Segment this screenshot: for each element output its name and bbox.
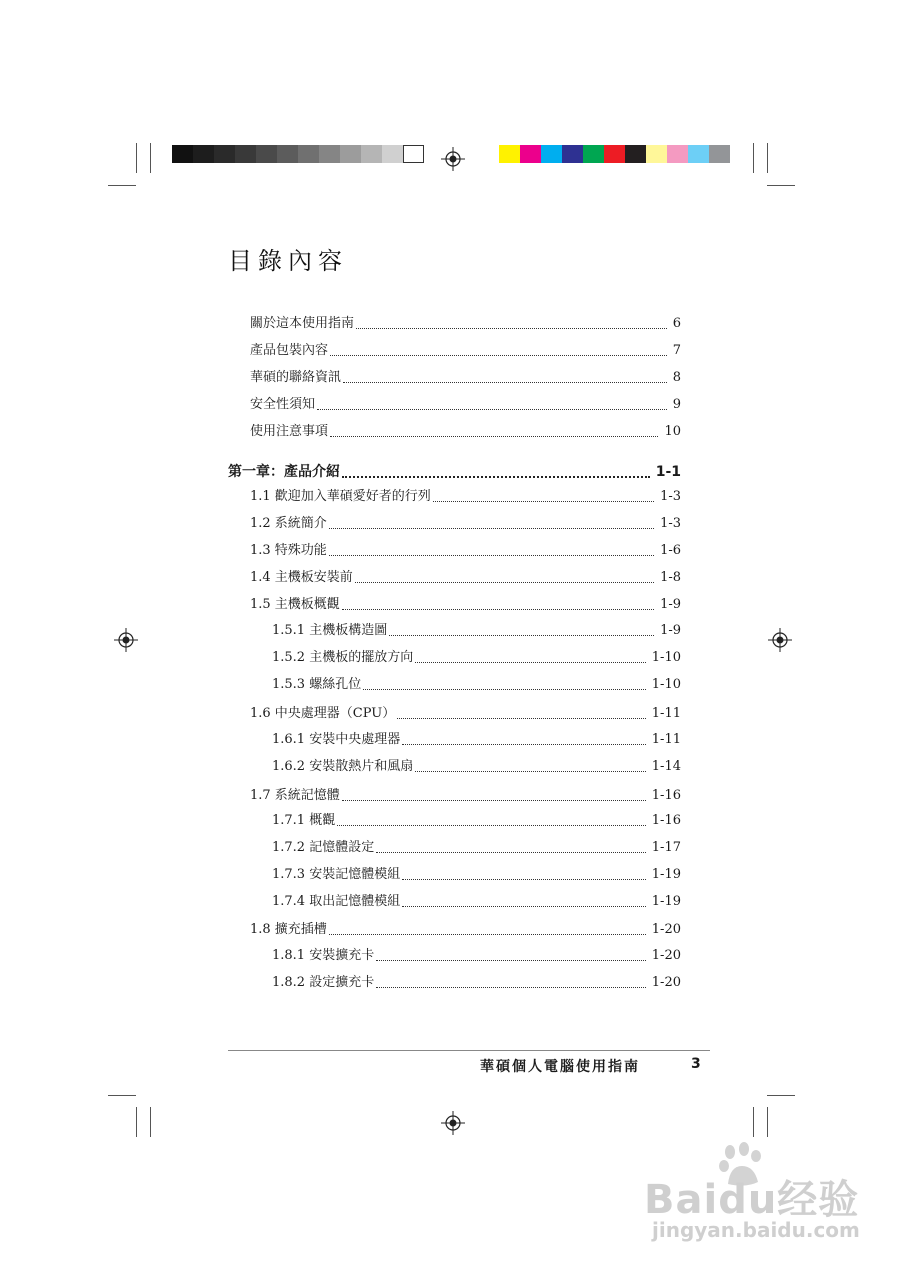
dot-leader bbox=[433, 489, 656, 505]
toc-entry-label: 關於這本使用指南 bbox=[250, 316, 355, 331]
dot-leader bbox=[376, 948, 648, 964]
dot-leader bbox=[402, 732, 648, 748]
crop-mark bbox=[753, 143, 754, 173]
toc-section-page: 1-8 bbox=[660, 570, 681, 585]
toc-section[interactable] bbox=[250, 516, 681, 532]
footer-rule bbox=[228, 1050, 710, 1051]
toc-entry[interactable] bbox=[250, 370, 681, 386]
toc-subsection[interactable] bbox=[272, 948, 681, 964]
toc-section-page: 1-20 bbox=[651, 922, 681, 937]
toc-section-page: 1-6 bbox=[660, 543, 681, 558]
toc-subsection-label: 1.5.1 主機板構造圖 bbox=[272, 623, 388, 638]
toc-subsection-label: 1.6.1 安裝中央處理器 bbox=[272, 732, 401, 747]
dot-leader bbox=[342, 788, 648, 804]
dot-leader bbox=[415, 759, 648, 775]
toc-entry-page: 9 bbox=[672, 397, 681, 412]
toc-section-label: 1.1 歡迎加入華碩愛好者的行列 bbox=[250, 489, 431, 504]
dot-leader bbox=[363, 677, 648, 693]
toc-section-page: 1-11 bbox=[651, 706, 681, 721]
dot-leader bbox=[402, 867, 648, 883]
color-swatch bbox=[256, 145, 277, 163]
dot-leader bbox=[397, 706, 648, 722]
toc-section-page: 1-3 bbox=[660, 516, 681, 531]
toc-subsection-page: 1-10 bbox=[651, 650, 681, 665]
color-swatch bbox=[562, 145, 583, 163]
color-swatch bbox=[583, 145, 604, 163]
toc-chapter-label: 第一章：產品介紹 bbox=[228, 464, 340, 480]
toc-entry[interactable] bbox=[250, 343, 681, 359]
toc-section-label: 1.4 主機板安裝前 bbox=[250, 570, 353, 585]
toc-subsection-page: 1-10 bbox=[651, 677, 681, 692]
color-swatch bbox=[604, 145, 625, 163]
crop-mark bbox=[136, 1107, 137, 1137]
dot-leader bbox=[317, 397, 669, 413]
color-swatch bbox=[520, 145, 541, 163]
toc-subsection-page: 1-19 bbox=[651, 894, 681, 909]
toc-subsection[interactable] bbox=[272, 650, 681, 666]
registration-mark-icon bbox=[114, 628, 138, 652]
toc-subsection-label: 1.7.1 概觀 bbox=[272, 813, 336, 828]
toc-section[interactable] bbox=[250, 489, 681, 505]
color-swatch bbox=[382, 145, 403, 163]
toc-subsection[interactable] bbox=[272, 623, 681, 639]
toc-subsection-page: 1-9 bbox=[660, 623, 681, 638]
toc-entry-page: 6 bbox=[672, 316, 681, 331]
toc-section-label: 1.8 擴充插槽 bbox=[250, 922, 327, 937]
toc-entry-label: 使用注意事項 bbox=[250, 424, 329, 439]
toc-subsection[interactable] bbox=[272, 975, 681, 991]
dot-leader bbox=[376, 975, 648, 991]
toc-subsection-page: 1-20 bbox=[651, 948, 681, 963]
toc-entry-page: 8 bbox=[672, 370, 681, 385]
dot-leader bbox=[329, 543, 656, 559]
toc-subsection-label: 1.5.2 主機板的擺放方向 bbox=[272, 650, 414, 665]
toc-chapter-page: 1-1 bbox=[655, 464, 681, 480]
toc-section[interactable] bbox=[250, 543, 681, 559]
toc-subsection-page: 1-16 bbox=[651, 813, 681, 828]
color-swatch bbox=[319, 145, 340, 163]
registration-mark-icon bbox=[441, 1111, 465, 1135]
color-swatch bbox=[667, 145, 688, 163]
page-title: 目錄內容 bbox=[228, 247, 348, 275]
toc-section-label: 1.7 系統記憶體 bbox=[250, 788, 340, 803]
dot-leader bbox=[329, 516, 656, 532]
dot-leader bbox=[342, 464, 652, 480]
toc-section[interactable] bbox=[250, 706, 681, 722]
toc-subsection-label: 1.6.2 安裝散熱片和風扇 bbox=[272, 759, 414, 774]
toc-subsection-label: 1.7.4 取出記憶體模組 bbox=[272, 894, 401, 909]
crop-mark bbox=[150, 1107, 151, 1137]
toc-subsection-label: 1.8.2 設定擴充卡 bbox=[272, 975, 375, 990]
toc-section-label: 1.6 中央處理器（CPU） bbox=[250, 706, 396, 721]
toc-subsection[interactable] bbox=[272, 867, 681, 883]
toc-subsection[interactable] bbox=[272, 840, 681, 856]
toc-subsection[interactable] bbox=[272, 759, 681, 775]
dot-leader bbox=[337, 813, 648, 829]
crop-mark bbox=[108, 1095, 136, 1096]
color-swatch bbox=[499, 145, 520, 163]
color-swatch bbox=[646, 145, 667, 163]
toc-subsection-label: 1.7.2 記憶體設定 bbox=[272, 840, 375, 855]
crop-mark bbox=[753, 1107, 754, 1137]
toc-entry-label: 華碩的聯絡資訊 bbox=[250, 370, 342, 385]
registration-mark-icon bbox=[441, 147, 465, 171]
crop-mark bbox=[767, 185, 795, 186]
color-swatch bbox=[361, 145, 382, 163]
toc-entry[interactable] bbox=[250, 316, 681, 332]
color-swatch bbox=[277, 145, 298, 163]
toc-section[interactable] bbox=[250, 597, 681, 613]
color-swatch bbox=[193, 145, 214, 163]
process-color-bar bbox=[499, 145, 730, 163]
toc-entry[interactable] bbox=[250, 397, 681, 413]
dot-leader bbox=[415, 650, 648, 666]
dot-leader bbox=[329, 922, 648, 938]
toc-section-label: 1.5 主機板概觀 bbox=[250, 597, 340, 612]
dot-leader bbox=[402, 894, 648, 910]
dot-leader bbox=[330, 343, 669, 359]
color-swatch bbox=[403, 145, 424, 163]
crop-mark bbox=[150, 143, 151, 173]
toc-entry[interactable] bbox=[250, 424, 681, 440]
toc-section-label: 1.2 系統簡介 bbox=[250, 516, 327, 531]
toc-subsection[interactable] bbox=[272, 813, 681, 829]
toc-section[interactable] bbox=[250, 922, 681, 938]
dot-leader bbox=[356, 316, 669, 332]
color-swatch bbox=[709, 145, 730, 163]
crop-mark bbox=[108, 185, 136, 186]
toc-subsection-label: 1.7.3 安裝記憶體模組 bbox=[272, 867, 401, 882]
color-swatch bbox=[235, 145, 256, 163]
toc-subsection[interactable] bbox=[272, 732, 681, 748]
toc-entry-page: 7 bbox=[672, 343, 681, 358]
toc-subsection-label: 1.8.1 安裝擴充卡 bbox=[272, 948, 375, 963]
toc-subsection-page: 1-11 bbox=[651, 732, 681, 747]
toc-subsection[interactable] bbox=[272, 677, 681, 693]
toc-entry-label: 產品包裝內容 bbox=[250, 343, 329, 358]
dot-leader bbox=[342, 597, 656, 613]
toc-subsection-label: 1.5.3 螺絲孔位 bbox=[272, 677, 362, 692]
toc-subsection-page: 1-14 bbox=[651, 759, 681, 774]
toc-section-label: 1.3 特殊功能 bbox=[250, 543, 327, 558]
crop-mark bbox=[767, 1107, 768, 1137]
dot-leader bbox=[330, 424, 660, 440]
toc-subsection-page: 1-20 bbox=[651, 975, 681, 990]
toc-subsection-page: 1-19 bbox=[651, 867, 681, 882]
toc-section-page: 1-16 bbox=[651, 788, 681, 803]
color-swatch bbox=[172, 145, 193, 163]
toc-subsection[interactable] bbox=[272, 894, 681, 910]
grayscale-color-bar bbox=[172, 145, 424, 163]
footer-title: 華碩個人電腦使用指南 bbox=[480, 1059, 640, 1075]
watermark-url: jingyan.baidu.com bbox=[652, 1218, 860, 1242]
toc-section-page: 1-3 bbox=[660, 489, 681, 504]
color-swatch bbox=[625, 145, 646, 163]
color-swatch bbox=[298, 145, 319, 163]
color-swatch bbox=[688, 145, 709, 163]
dot-leader bbox=[389, 623, 656, 639]
crop-mark bbox=[767, 1095, 795, 1096]
toc-section-page: 1-9 bbox=[660, 597, 681, 612]
color-swatch bbox=[541, 145, 562, 163]
toc-entry-label: 安全性須知 bbox=[250, 397, 316, 412]
page-number: 3 bbox=[691, 1056, 701, 1072]
toc-section[interactable] bbox=[250, 570, 681, 586]
dot-leader bbox=[355, 570, 656, 586]
toc-section[interactable] bbox=[250, 788, 681, 804]
color-swatch bbox=[340, 145, 361, 163]
toc-entry-page: 10 bbox=[664, 424, 681, 439]
dot-leader bbox=[376, 840, 648, 856]
crop-mark bbox=[767, 143, 768, 173]
registration-mark-icon bbox=[768, 628, 792, 652]
crop-mark bbox=[136, 143, 137, 173]
dot-leader bbox=[343, 370, 669, 386]
watermark-brand: Baidu经验 bbox=[644, 1177, 860, 1223]
toc-chapter[interactable] bbox=[228, 462, 681, 480]
color-swatch bbox=[214, 145, 235, 163]
toc-subsection-page: 1-17 bbox=[651, 840, 681, 855]
